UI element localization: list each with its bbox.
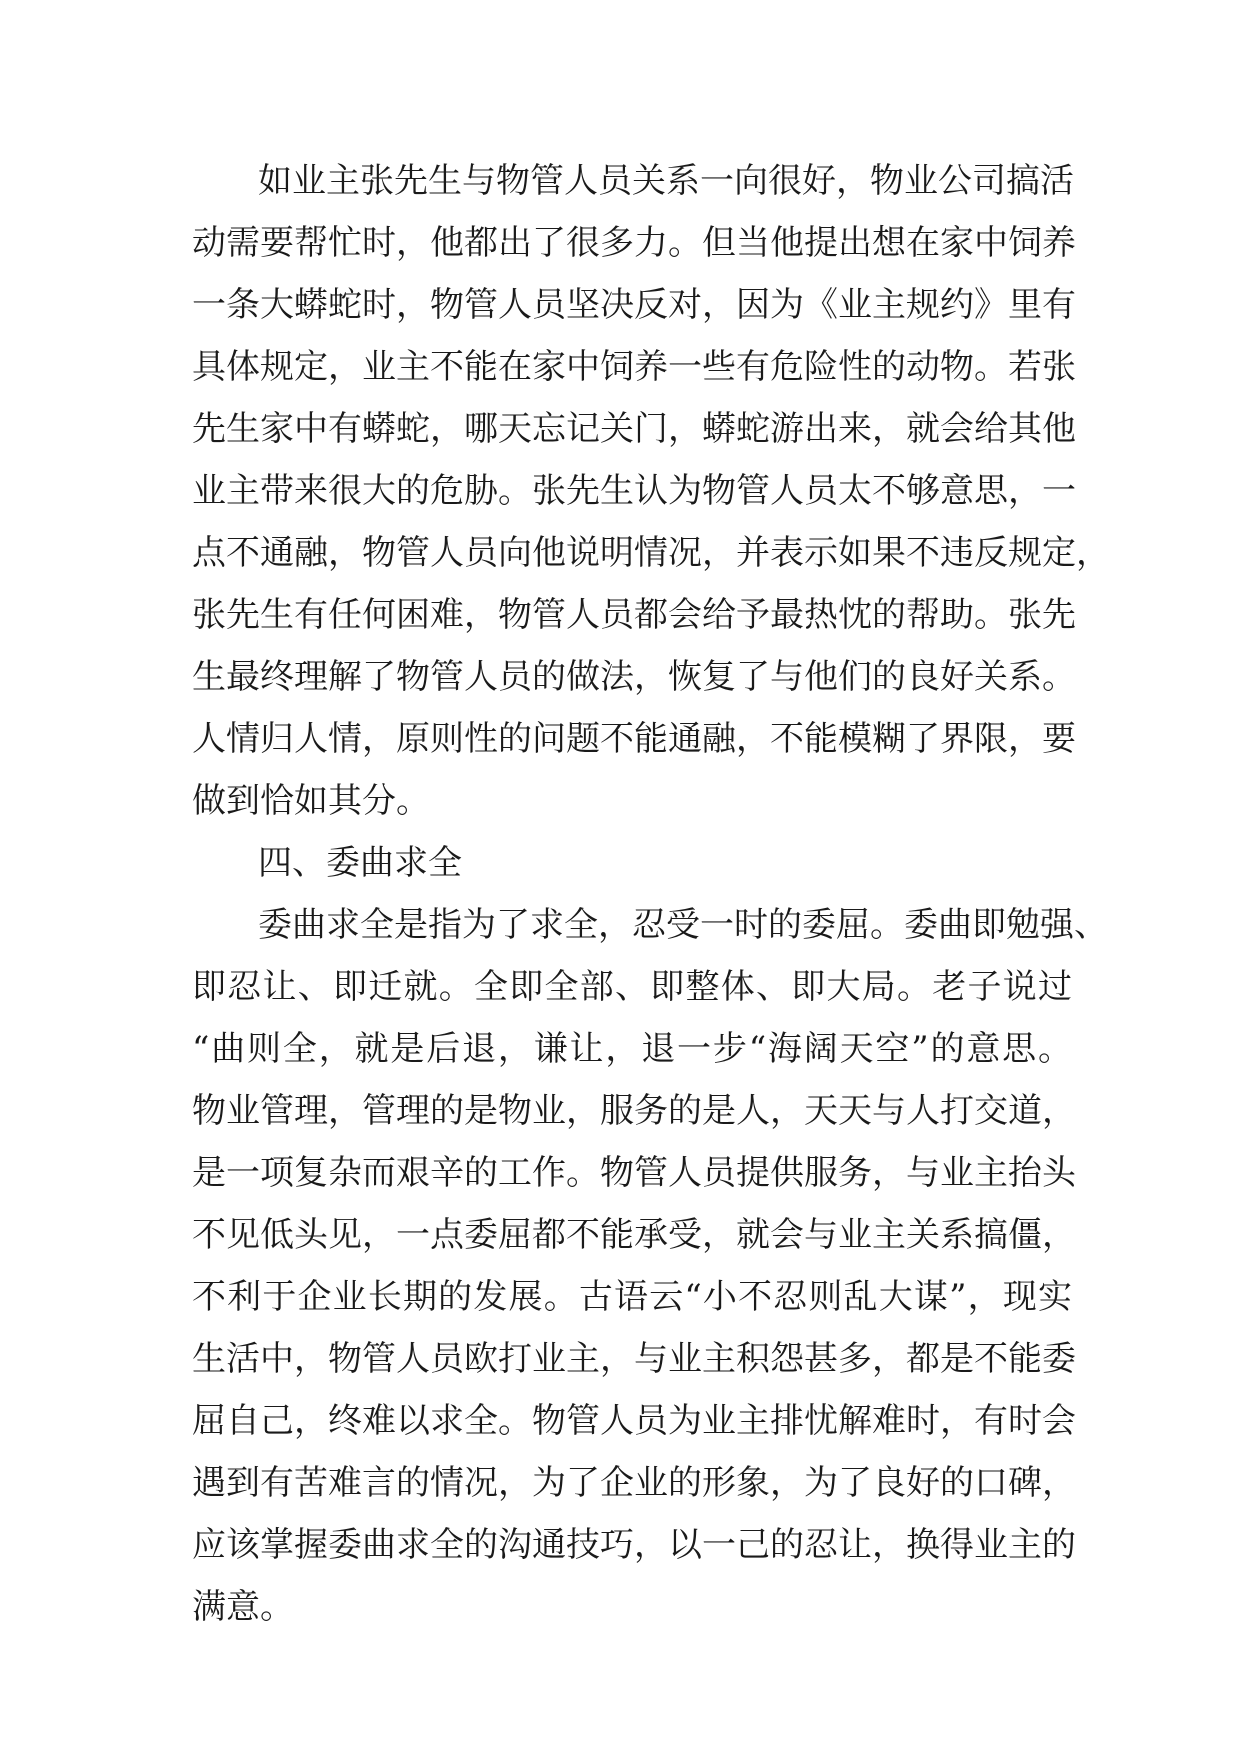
paragraph-line: 业主带来很大的危胁。张先生认为物管人员太不够意思，一 bbox=[192, 471, 1076, 511]
paragraph-line: 动需要帮忙时，他都出了很多力。但当他提出想在家中饲养 bbox=[192, 223, 1076, 263]
paragraph-line: 不利于企业长期的发展。古语云“小不忍则乱大谋”，现实 bbox=[192, 1277, 1072, 1317]
paragraph-line: 先生家中有蟒蛇，哪天忘记关门，蟒蛇游出来，就会给其他 bbox=[192, 409, 1076, 449]
paragraph-line: 张先生有任何困难，物管人员都会给予最热忱的帮助。张先 bbox=[192, 595, 1076, 635]
paragraph-line: 委曲求全是指为了求全，忍受一时的委屈。委曲即勉强、 bbox=[258, 905, 1108, 945]
paragraph-line: 人情归人情，原则性的问题不能通融，不能模糊了界限，要 bbox=[192, 719, 1076, 759]
paragraph-line: 做到恰如其分。 bbox=[192, 781, 430, 821]
paragraph-line: 满意。 bbox=[192, 1587, 294, 1627]
paragraph-line: 点不通融，物管人员向他说明情况，并表示如果不违反规定， bbox=[192, 533, 1110, 573]
section-heading: 四、委曲求全 bbox=[258, 843, 462, 883]
paragraph-line: 不见低头见，一点委屈都不能承受，就会与业主关系搞僵， bbox=[192, 1215, 1076, 1255]
paragraph-line: “曲则全，就是后退，谦让，退一步“海阔天空”的意思。 bbox=[192, 1029, 1072, 1069]
paragraph-line: 具体规定，业主不能在家中饲养一些有危险性的动物。若张 bbox=[192, 347, 1076, 387]
paragraph-line: 应该掌握委曲求全的沟通技巧，以一己的忍让，换得业主的 bbox=[192, 1525, 1076, 1565]
paragraph-line: 是一项复杂而艰辛的工作。物管人员提供服务，与业主抬头 bbox=[192, 1153, 1076, 1193]
paragraph-line: 遇到有苦难言的情况，为了企业的形象，为了良好的口碑， bbox=[192, 1463, 1076, 1503]
paragraph-line: 物业管理，管理的是物业，服务的是人，天天与人打交道， bbox=[192, 1091, 1076, 1131]
paragraph-line: 即忍让、即迁就。全即全部、即整体、即大局。老子说过 bbox=[192, 967, 1072, 1007]
paragraph-line: 生活中，物管人员欧打业主，与业主积怨甚多，都是不能委 bbox=[192, 1339, 1076, 1379]
paragraph-line: 生最终理解了物管人员的做法，恢复了与他们的良好关系。 bbox=[192, 657, 1076, 697]
paragraph-line: 一条大蟒蛇时，物管人员坚决反对，因为《业主规约》里有 bbox=[192, 285, 1076, 325]
paragraph-line: 屈自己，终难以求全。物管人员为业主排忧解难时，有时会 bbox=[192, 1401, 1076, 1441]
paragraph-line: 如业主张先生与物管人员关系一向很好，物业公司搞活 bbox=[258, 161, 1074, 201]
